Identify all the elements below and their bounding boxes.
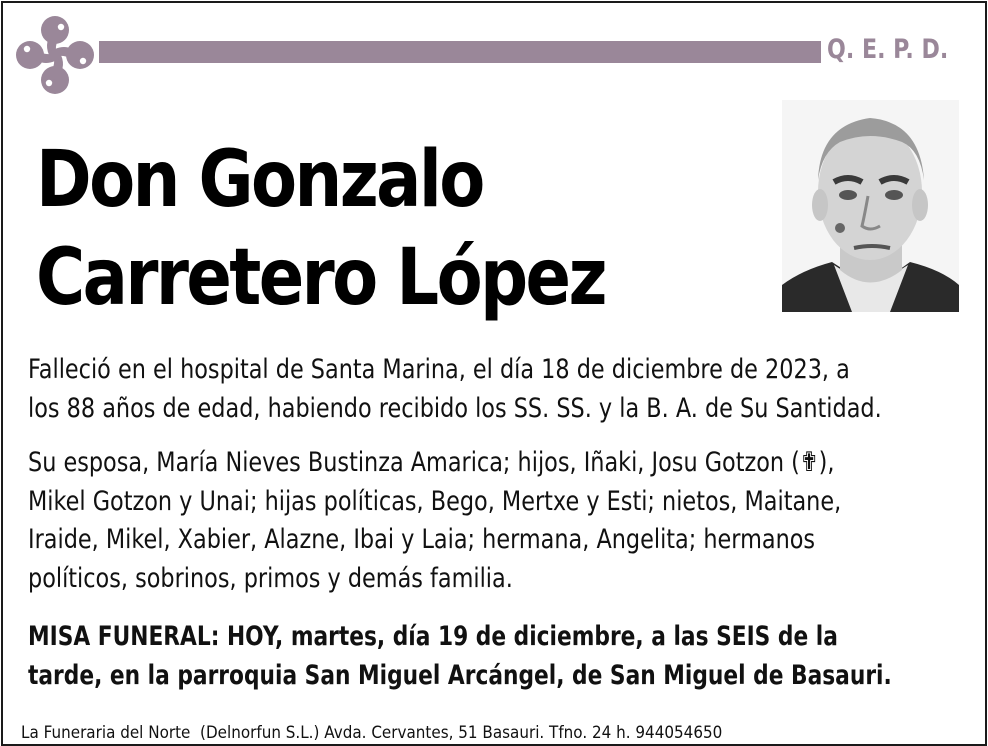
text-line: los 88 años de edad, habiendo recibido los SS. SS. y la B. A. de Su Santidad. [28, 392, 882, 424]
text-line: MISA FUNERAL: HOY, martes, día 19 de diciembre, a las SEIS de la [28, 621, 838, 652]
portrait-illustration [782, 100, 959, 312]
funeral-home-footer: La Funeraria del Norte (Delnorfun S.L.) Avda. Cervantes, 51 Basauri. Tfno. 24 h. 944054650 [21, 723, 723, 742]
funeral-mass-paragraph [28, 618, 946, 695]
text-line: tarde, en la parroquia San Miguel Arcángel, de San Miguel de Basauri. [28, 659, 892, 691]
name-line-1: Don Gonzalo [36, 135, 483, 225]
portrait-photo [782, 100, 959, 312]
text-line: Falleció en el hospital de Santa Marina, el día 18 de diciembre de 2023, a [28, 354, 850, 385]
death-notice-paragraph [28, 351, 955, 428]
obituary-card [1, 1, 987, 746]
name-line-2: Carretero López [36, 233, 605, 323]
text-line: Su esposa, María Nieves Bustinza Amarica; hijos, Iñaki, Josu Gotzon (✟), [28, 447, 835, 478]
lauburu-icon [13, 13, 97, 97]
deceased-name [36, 131, 605, 327]
header-divider-bar [99, 41, 821, 63]
text-line: Mikel Gotzon y Unai; hijas políticas, Bego, Mertxe y Esti; nietos, Maitane, [28, 485, 842, 517]
text-line: políticos, sobrinos, primos y demás familia. [28, 562, 513, 594]
qepd-label: Q. E. P. D. [827, 34, 949, 65]
text-line: Iraide, Mikel, Xabier, Alazne, Ibai y Laia; hermana, Angelita; hermanos [28, 524, 816, 555]
family-paragraph [28, 444, 955, 598]
